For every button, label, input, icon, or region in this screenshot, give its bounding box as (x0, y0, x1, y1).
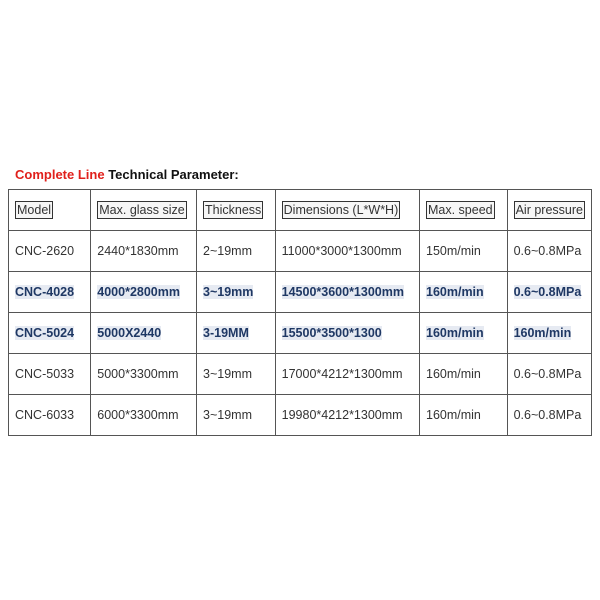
table-cell: CNC-6033 (9, 395, 91, 436)
table-cell: 160m/min (420, 395, 508, 436)
table-cell: 160m/min (420, 354, 508, 395)
table-cell: 3~19mm (197, 395, 276, 436)
table-cell: 11000*3000*1300mm (275, 231, 419, 272)
table-row (9, 231, 592, 272)
table-cell: 14500*3600*1300mm (275, 272, 419, 313)
table-cell: 0.6~0.8MPa (507, 395, 591, 436)
table-row (9, 313, 592, 354)
table-cell: 160m/min (420, 272, 508, 313)
title-rest: Technical Parameter: (108, 167, 239, 182)
table-cell: 0.6~0.8MPa (507, 272, 591, 313)
header-cell: Dimensions (L*W*H) (275, 190, 419, 231)
table-cell: 0.6~0.8MPa (507, 231, 591, 272)
table-cell: 2~19mm (197, 231, 276, 272)
table-cell: CNC-4028 (9, 272, 91, 313)
table-cell: 150m/min (420, 231, 508, 272)
header-cell: Air pressure (507, 190, 591, 231)
title-highlight: Complete Line (15, 167, 105, 182)
table-cell: 17000*4212*1300mm (275, 354, 419, 395)
table-cell: 6000*3300mm (91, 395, 197, 436)
table-cell: 15500*3500*1300 (275, 313, 419, 354)
header-cell: Max. speed (420, 190, 508, 231)
header-cell: Max. glass size (91, 190, 197, 231)
table-cell: 160m/min (507, 313, 591, 354)
table-cell: 3-19MM (197, 313, 276, 354)
header-row (9, 190, 592, 231)
table-title (15, 167, 239, 182)
table-cell: 3~19mm (197, 272, 276, 313)
table-cell: 19980*4212*1300mm (275, 395, 419, 436)
table-cell: 4000*2800mm (91, 272, 197, 313)
table-cell: 5000X2440 (91, 313, 197, 354)
table-row (9, 354, 592, 395)
table-cell: CNC-5033 (9, 354, 91, 395)
table-cell: 5000*3300mm (91, 354, 197, 395)
table-cell: CNC-5024 (9, 313, 91, 354)
header-cell: Model (9, 190, 91, 231)
table-cell: CNC-2620 (9, 231, 91, 272)
table-row (9, 272, 592, 313)
table-cell: 3~19mm (197, 354, 276, 395)
table-cell: 160m/min (420, 313, 508, 354)
table-cell: 2440*1830mm (91, 231, 197, 272)
header-cell: Thickness (197, 190, 276, 231)
technical-parameter-table (8, 189, 592, 436)
table-row (9, 395, 592, 436)
table-cell: 0.6~0.8MPa (507, 354, 591, 395)
